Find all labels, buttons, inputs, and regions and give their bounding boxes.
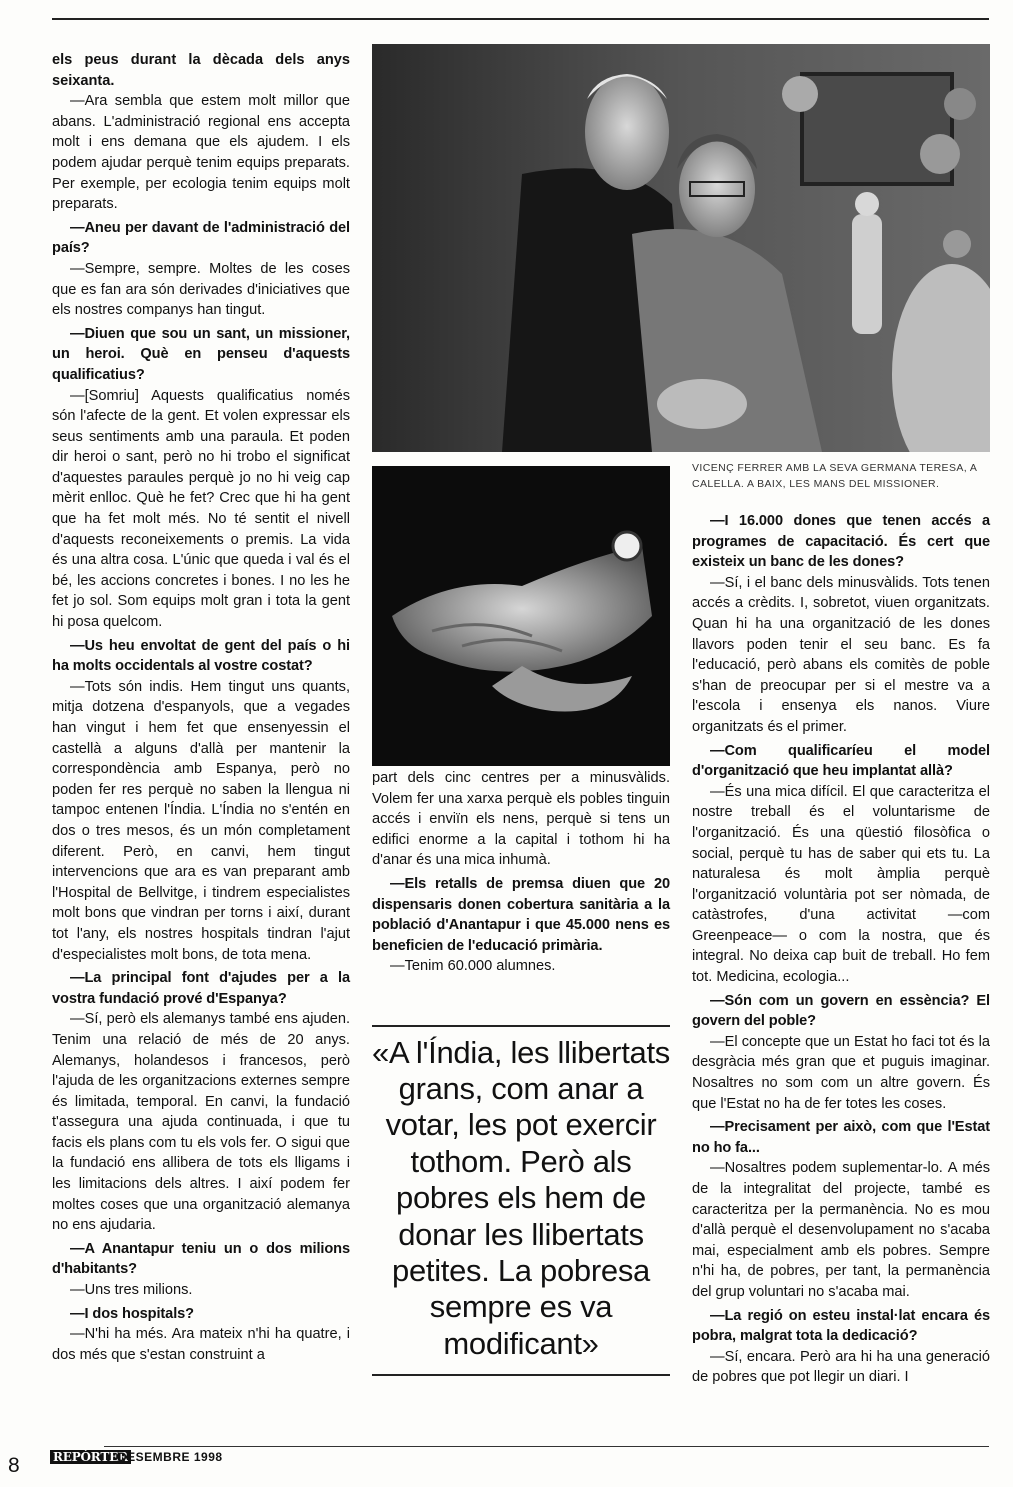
page-number: 8	[8, 1454, 20, 1477]
answer-paragraph: part dels cinc centres per a minusvàlids. Volem fer una xarxa perquè els pobles tinguin accés i enviïn els nens, perquè si tens un edifici enorme a la capital i tothom hi ha d'anar és una mica inhumà.	[372, 770, 670, 869]
question-paragraph: —A Anantapur teniu un o dos milions d'habitants?	[52, 1240, 350, 1278]
footer-rule	[104, 1446, 989, 1447]
answer-paragraph: —Sí, però els alemanys també ens ajuden. Tenim una relació de més de 20 anys. Alemanys, holandesos i francesos, però l'ajuda de les organitzacions externes sempre és limitada, temporal. En canvi, la fundació t'assegura una ajuda continuada, i que tu facis els plans com tu els vols fer. O sigui que la fundació ens allibera de tots els lligams i les limitacions dels altres. I així podem fer moltes coses que una organització alemanya no ens ajudaria.	[52, 1011, 350, 1234]
answer-paragraph: —Sempre, sempre. Moltes de les coses que es fan ara són derivades d'iniciatives que els nostres companys han tingut.	[52, 260, 350, 319]
question-paragraph: —Els retalls de premsa diuen que 20 dispensaris donen cobertura sanitària a la població d'Anantapur i que 45.000 nens es beneficien de l'educació primària.	[372, 875, 670, 954]
right-column	[692, 508, 990, 1388]
top-rule	[52, 18, 989, 20]
photo-ferrer-and-sister-image	[372, 44, 990, 452]
photo-caption: VICENÇ FERRER AMB LA SEVA GERMANA TERESA, A CALELLA. A BAIX, LES MANS DEL MISSIONER.	[692, 462, 977, 490]
answer-paragraph: —És una mica difícil. El que caracteritza el nostre treball és el voluntarisme de l'organització. És una qüestió filosòfica o social, perquè tu has de saber qui ets tu. La naturalesa és molt àmplia perquè l'organització voluntària pot ser nòmada, de catàstrofes, d'una activitat —com Greenpeace— o com la nostra, que és integral. No deixa cap buit de treball. Ho fem tot. Medicina, ecologia...	[692, 783, 990, 986]
question-paragraph: —Diuen que sou un sant, un missioner, un heroi. Què en penseu d'aquests qualificatius?	[52, 325, 350, 383]
question-paragraph: —Com qualificaríeu el model d'organització que heu implantat allà?	[692, 742, 990, 780]
answer-paragraph: —Nosaltres podem suplementar-lo. A més de la integralitat del projecte, també es caracteritza per la permanència. No es mou d'allà perquè el desenvolupament no s'acaba mai, especialment amb els pobres. Sempre n'hi ha, de pobres, per tant, la permanència del grup voluntari no s'acaba mai.	[692, 1160, 990, 1300]
photo-missionary-hands-image	[372, 466, 670, 766]
pull-quote-bottom-rule	[372, 1374, 670, 1376]
answer-paragraph: —Sí, encara. Però ara hi ha una generació de pobres que pot llegir un diari. I	[692, 1348, 990, 1386]
answer-paragraph: —El concepte que un Estat ho faci tot és la desgràcia més gran que et puguis imaginar. Nosaltres no som com un altre govern. És que l'Estat no ha de fer totes les coses.	[692, 1033, 990, 1112]
photo-missionary-hands	[372, 466, 670, 766]
photo-ferrer-and-sister	[372, 44, 990, 452]
pull-quote	[372, 1025, 670, 1376]
answer-paragraph: els peus durant la dècada dels anys seixanta.	[52, 52, 350, 89]
issue-date: DESEMBRE 1998	[118, 1450, 223, 1464]
answer-paragraph: —Tots són indis. Hem tingut uns quants, mitja dotzena d'espanyols, que a vegades han vingut i hem fet que ensenyessin el castellà a alguns d'allà per mantenir la correspondència amb Espanya, però no poden fer res perquè no saben la llengua ni tampoc entenen l'Índia. L'Índia no s'entén en dos o tres mesos, és un món completament diferent. Però, en canvi, hem tingut intervencions que ara es van preparant amb l'Hospital de Bellvitge, i tindrem especialistes molt bons que vindran per torns i així, durant tot l'any, els nostres hospitals tindran l'ajut d'especialistes molt bons, de tota mena.	[52, 678, 350, 963]
question-paragraph: —I dos hospitals?	[70, 1305, 194, 1322]
question-paragraph: —Aneu per davant de l'administració del país?	[52, 219, 350, 257]
middle-column	[372, 768, 670, 977]
question-paragraph: —I 16.000 dones que tenen accés a programes de capacitació. És cert que existeix un banc de les dones?	[692, 513, 990, 571]
question-paragraph: —Són com un govern en essència? El govern del poble?	[692, 992, 990, 1030]
answer-paragraph: —Tenim 60.000 alumnes.	[390, 958, 556, 975]
answer-paragraph: —Ara sembla que estem molt millor que abans. L'administració regional ens accepta molt i ens demana que els ajudem. I els podem ajudar perquè tenim equips preparats. Per exemple, per ecologia tenim equips molt preparats.	[52, 93, 350, 213]
question-paragraph: —La principal font d'ajudes per a la vostra fundació prové d'Espanya?	[52, 970, 350, 1007]
pull-quote-text: «A l'Índia, les llibertats grans, com anar a votar, les pot exercir tothom. Però als pobres els hem de donar les llibertats petites. La pobresa sempre es va modificant»	[372, 1034, 670, 1361]
pull-quote-top-rule	[372, 1025, 670, 1027]
answer-paragraph: —[Somriu] Aquests qualificatius només són l'afecte de la gent. Et volen expressar els seus sentiments amb una paraula. Et poden dir heroi o sant, però no hi trobo el significat d'aquestes paraules perquè jo no hi veig cap mèrit enlloc. Què he fet? Crec que hi ha gent que ha fet molt més. No té sentit el nivell d'aquests reconeixements o premis. La vida és una altra cosa. L'únic que queda i val és el bé, les accions concretes i bones. I no les he fet jo sol. Som equips molt gran i tota la gent hi posa quelcom.	[52, 387, 350, 631]
answer-paragraph: —N'hi ha més. Ara mateix n'hi ha quatre, i dos més que s'estan construint a	[52, 1326, 350, 1363]
question-paragraph: —Us heu envoltat de gent del país o hi ha molts occidentals al vostre costat?	[52, 637, 350, 675]
answer-paragraph: —Uns tres milions.	[70, 1282, 193, 1299]
question-paragraph: —La regió on esteu instal·lat encara és pobra, malgrat tota la dedicació?	[692, 1307, 990, 1345]
answer-paragraph: —Sí, i el banc dels minusvàlids. Tots tenen accés a crèdits. I, sobretot, viuen organitzats. Quan hi ha una organització de les dones llavors poden tenir el seu banc. Es fa l'educació, però abans els comitès de poble s'han de preocupar per si el mestre va a l'escola i ensenya els nanos. Viure organitzats és el primer.	[692, 574, 990, 735]
left-column	[52, 50, 350, 1365]
question-paragraph: —Precisament per això, com que l'Estat no ho fa...	[692, 1119, 990, 1156]
magazine-logo: REPÒRTER	[50, 1450, 131, 1464]
